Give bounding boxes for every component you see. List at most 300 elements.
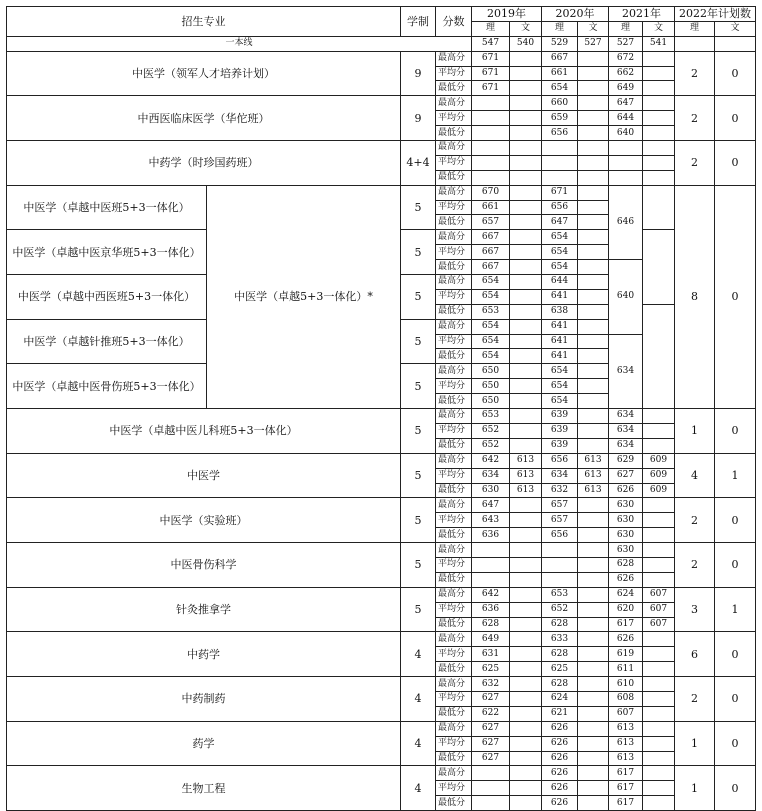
score-value	[578, 230, 609, 245]
score-value	[472, 572, 510, 587]
score-value: 630	[609, 513, 643, 528]
plan-lib: 1	[715, 587, 756, 632]
header-major: 招生专业	[7, 7, 401, 37]
score-value	[510, 409, 542, 424]
score-value	[510, 275, 542, 290]
score-value: 617	[609, 617, 643, 632]
major-duration: 5	[401, 453, 436, 498]
score-value: 644	[609, 111, 643, 126]
score-value: 657	[542, 513, 578, 528]
score-value	[578, 751, 609, 766]
score-value	[510, 364, 542, 379]
score-level: 最低分	[436, 617, 472, 632]
major-name: 中药学	[7, 632, 401, 677]
baseline-value: 541	[643, 36, 675, 51]
plan-lib: 0	[715, 721, 756, 766]
baseline-value: 540	[510, 36, 542, 51]
baseline-plan-empty	[675, 36, 715, 51]
major-duration: 9	[401, 96, 436, 141]
score-value: 654	[472, 319, 510, 334]
score-level: 最高分	[436, 141, 472, 156]
header-score: 分数	[436, 7, 472, 37]
score-level: 最低分	[436, 215, 472, 230]
score-value	[643, 528, 675, 543]
plan-sci: 2	[675, 677, 715, 722]
score-value: 639	[542, 409, 578, 424]
score-value	[510, 334, 542, 349]
table-row	[7, 677, 756, 692]
score-value: 636	[472, 602, 510, 617]
score-level: 最高分	[436, 498, 472, 513]
score-level: 最低分	[436, 751, 472, 766]
score-value	[510, 66, 542, 81]
table-row	[7, 632, 756, 647]
major-duration: 5	[401, 587, 436, 632]
score-value	[578, 662, 609, 677]
subheader-sci: 理	[609, 21, 643, 36]
score-value: 613	[510, 483, 542, 498]
score-value	[578, 364, 609, 379]
major-name: 中医学（卓越中医班5+3一体化）	[7, 185, 207, 230]
score-value: 627	[472, 751, 510, 766]
score-value	[643, 66, 675, 81]
score-value: 628	[542, 617, 578, 632]
table-row	[7, 587, 756, 602]
score-value	[510, 230, 542, 245]
score-value	[643, 438, 675, 453]
score-value: 653	[472, 409, 510, 424]
score-value: 630	[609, 528, 643, 543]
major-name: 中医学（实验班）	[7, 498, 401, 543]
score-value	[578, 647, 609, 662]
score-value: 649	[609, 81, 643, 96]
score-level: 最低分	[436, 394, 472, 409]
score-value	[643, 409, 675, 424]
score-value: 627	[609, 468, 643, 483]
major-name: 药学	[7, 721, 401, 766]
score-value	[472, 796, 510, 811]
score-value	[542, 170, 578, 185]
score-value	[510, 319, 542, 334]
score-value: 642	[472, 587, 510, 602]
score-value	[643, 96, 675, 111]
score-value: 632	[542, 483, 578, 498]
plan-sci: 2	[675, 96, 715, 141]
score-value: 653	[542, 587, 578, 602]
score-value	[643, 111, 675, 126]
score-level: 平均分	[436, 379, 472, 394]
major-name: 生物工程	[7, 766, 401, 811]
score-value: 626	[542, 751, 578, 766]
score-value: 642	[472, 453, 510, 468]
score-value	[510, 572, 542, 587]
score-value: 631	[472, 647, 510, 662]
score-level: 平均分	[436, 647, 472, 662]
score-value: 626	[542, 796, 578, 811]
score-level: 最低分	[436, 170, 472, 185]
major-duration: 5	[401, 275, 436, 320]
score-value	[578, 141, 609, 156]
score-value: 613	[510, 453, 542, 468]
score-value: 654	[542, 230, 578, 245]
score-value	[510, 706, 542, 721]
plan-lib: 0	[715, 498, 756, 543]
score-value: 609	[643, 483, 675, 498]
score-value	[510, 632, 542, 647]
table-row	[7, 141, 756, 156]
score-value: 639	[542, 438, 578, 453]
score-value: 654	[472, 349, 510, 364]
score-level: 最高分	[436, 721, 472, 736]
score-level: 最高分	[436, 51, 472, 66]
score-level: 最低分	[436, 81, 472, 96]
plan-sci: 1	[675, 766, 715, 811]
score-value	[578, 498, 609, 513]
major-name: 中医学（领军人才培养计划）	[7, 51, 401, 96]
score-value	[578, 81, 609, 96]
score-value	[510, 736, 542, 751]
score-value: 628	[542, 677, 578, 692]
score-value: 633	[542, 632, 578, 647]
score-value	[643, 572, 675, 587]
plan-sci: 2	[675, 543, 715, 588]
score-value	[510, 289, 542, 304]
score-value: 627	[472, 736, 510, 751]
score-value	[510, 617, 542, 632]
score-level: 最高分	[436, 185, 472, 200]
plan-lib: 0	[715, 141, 756, 186]
score-level: 最低分	[436, 438, 472, 453]
score-value: 634	[609, 438, 643, 453]
score-value	[472, 766, 510, 781]
score-value: 667	[542, 51, 578, 66]
major-name: 中药学（时珍国药班）	[7, 141, 401, 186]
score-value: 656	[542, 528, 578, 543]
score-level: 最高分	[436, 364, 472, 379]
score-value	[510, 587, 542, 602]
score-value: 656	[542, 200, 578, 215]
score-value	[578, 215, 609, 230]
score-value: 617	[609, 796, 643, 811]
score-level: 最低分	[436, 572, 472, 587]
score-value	[609, 170, 643, 185]
score-value	[609, 141, 643, 156]
score-level: 最高分	[436, 587, 472, 602]
score-value: 626	[542, 781, 578, 796]
score-value	[578, 96, 609, 111]
score-value	[510, 379, 542, 394]
score-value	[643, 170, 675, 185]
score-level: 最高分	[436, 632, 472, 647]
score-value	[578, 632, 609, 647]
score-value: 649	[472, 632, 510, 647]
score-level: 最低分	[436, 528, 472, 543]
score-level: 最低分	[436, 662, 472, 677]
score-level: 平均分	[436, 423, 472, 438]
subheader-lib: 文	[510, 21, 542, 36]
score-value	[472, 543, 510, 558]
score-value: 630	[609, 498, 643, 513]
baseline-value: 547	[472, 36, 510, 51]
merged-2021-sci: 634	[609, 334, 643, 408]
score-value: 661	[542, 66, 578, 81]
score-value	[578, 409, 609, 424]
major-name: 中医学	[7, 453, 401, 498]
score-value: 652	[542, 602, 578, 617]
plan-lib: 0	[715, 677, 756, 722]
score-value	[643, 796, 675, 811]
score-value	[643, 155, 675, 170]
table-row	[7, 453, 756, 468]
score-level: 平均分	[436, 691, 472, 706]
score-value: 639	[542, 423, 578, 438]
score-value	[578, 319, 609, 334]
score-value	[578, 677, 609, 692]
score-value	[510, 260, 542, 275]
score-value	[510, 126, 542, 141]
score-value	[578, 513, 609, 528]
score-value: 634	[609, 409, 643, 424]
score-value	[643, 632, 675, 647]
merged-2021-lib	[643, 230, 675, 304]
plan-sci: 3	[675, 587, 715, 632]
score-value: 607	[643, 617, 675, 632]
score-level: 平均分	[436, 245, 472, 260]
score-value: 611	[609, 662, 643, 677]
score-value	[510, 781, 542, 796]
score-value: 613	[609, 751, 643, 766]
score-value	[510, 796, 542, 811]
score-value	[542, 543, 578, 558]
score-value	[643, 557, 675, 572]
table-row	[7, 185, 756, 200]
score-value	[578, 557, 609, 572]
score-value	[510, 304, 542, 319]
plan-lib: 0	[715, 766, 756, 811]
score-value	[578, 721, 609, 736]
score-value: 613	[510, 468, 542, 483]
score-value	[510, 528, 542, 543]
score-value: 656	[542, 126, 578, 141]
baseline-label: 一本线	[7, 36, 472, 51]
score-value: 650	[472, 379, 510, 394]
score-value	[510, 423, 542, 438]
score-value	[510, 185, 542, 200]
major-name: 中医学（卓越中医儿科班5+3一体化）	[7, 409, 401, 454]
major-name: 中西医临床医学（华佗班）	[7, 96, 401, 141]
score-value: 654	[542, 379, 578, 394]
major-duration: 4	[401, 677, 436, 722]
score-value: 644	[542, 275, 578, 290]
score-value: 624	[609, 587, 643, 602]
merged-plan-sci: 8	[675, 185, 715, 408]
score-value	[643, 691, 675, 706]
score-value: 626	[542, 721, 578, 736]
score-value: 626	[609, 572, 643, 587]
score-value: 647	[472, 498, 510, 513]
score-value	[578, 155, 609, 170]
score-level: 最低分	[436, 483, 472, 498]
score-value: 667	[472, 245, 510, 260]
score-value: 641	[542, 349, 578, 364]
score-value	[510, 751, 542, 766]
major-duration: 5	[401, 364, 436, 409]
score-value	[472, 781, 510, 796]
score-level: 最低分	[436, 349, 472, 364]
plan-sci: 2	[675, 498, 715, 543]
score-value	[510, 215, 542, 230]
score-value	[643, 781, 675, 796]
plan-lib: 0	[715, 632, 756, 677]
score-value	[542, 557, 578, 572]
plan-sci: 1	[675, 721, 715, 766]
score-value: 632	[472, 677, 510, 692]
score-value: 619	[609, 647, 643, 662]
score-value: 613	[578, 483, 609, 498]
score-value: 608	[609, 691, 643, 706]
major-duration: 5	[401, 543, 436, 588]
score-value: 628	[609, 557, 643, 572]
score-value: 627	[472, 721, 510, 736]
score-value	[510, 200, 542, 215]
merged-plan-lib: 0	[715, 185, 756, 408]
score-value	[542, 155, 578, 170]
score-value: 626	[609, 483, 643, 498]
score-value: 643	[472, 513, 510, 528]
score-value	[578, 349, 609, 364]
score-value	[472, 126, 510, 141]
score-level: 最低分	[436, 706, 472, 721]
score-value	[510, 721, 542, 736]
score-value: 647	[542, 215, 578, 230]
score-value	[578, 289, 609, 304]
plan-sci: 2	[675, 51, 715, 96]
plan-lib: 0	[715, 96, 756, 141]
score-value: 647	[609, 96, 643, 111]
score-value	[510, 81, 542, 96]
score-value	[510, 394, 542, 409]
score-value	[472, 155, 510, 170]
score-value: 617	[609, 781, 643, 796]
score-value: 652	[472, 438, 510, 453]
score-level: 最高分	[436, 230, 472, 245]
score-value	[643, 513, 675, 528]
score-value: 617	[609, 766, 643, 781]
subheader-sci: 理	[542, 21, 578, 36]
score-value	[578, 766, 609, 781]
score-level: 平均分	[436, 155, 472, 170]
score-level: 平均分	[436, 736, 472, 751]
score-value	[510, 647, 542, 662]
score-level: 最高分	[436, 96, 472, 111]
score-value	[578, 66, 609, 81]
score-value: 654	[472, 275, 510, 290]
score-value: 609	[643, 453, 675, 468]
score-value: 624	[542, 691, 578, 706]
score-value: 607	[643, 587, 675, 602]
score-value: 626	[609, 632, 643, 647]
score-value	[643, 662, 675, 677]
score-value: 609	[643, 468, 675, 483]
merged-major-name: 中医学（卓越5+3一体化）*	[207, 185, 401, 408]
score-value	[542, 141, 578, 156]
score-value: 607	[609, 706, 643, 721]
score-value: 634	[609, 423, 643, 438]
score-value	[578, 126, 609, 141]
score-value: 654	[472, 289, 510, 304]
score-value: 652	[472, 423, 510, 438]
score-value	[510, 170, 542, 185]
score-value: 659	[542, 111, 578, 126]
score-value: 613	[578, 468, 609, 483]
score-value: 626	[542, 736, 578, 751]
score-value	[510, 662, 542, 677]
plan-sci: 1	[675, 409, 715, 454]
score-value	[578, 706, 609, 721]
score-value	[578, 438, 609, 453]
score-value: 667	[472, 230, 510, 245]
score-value	[578, 423, 609, 438]
score-value	[643, 423, 675, 438]
table-row	[7, 543, 756, 558]
score-value: 657	[472, 215, 510, 230]
score-value: 660	[542, 96, 578, 111]
score-value: 670	[472, 185, 510, 200]
score-value	[643, 647, 675, 662]
score-value: 656	[542, 453, 578, 468]
score-value	[578, 543, 609, 558]
subheader-lib: 文	[578, 21, 609, 36]
score-value: 629	[609, 453, 643, 468]
score-value: 626	[542, 766, 578, 781]
score-value	[542, 572, 578, 587]
score-value	[472, 170, 510, 185]
score-value: 613	[609, 721, 643, 736]
score-level: 平均分	[436, 557, 472, 572]
score-value	[472, 557, 510, 572]
score-level: 最低分	[436, 304, 472, 319]
score-value	[609, 155, 643, 170]
score-value	[510, 677, 542, 692]
score-level: 平均分	[436, 513, 472, 528]
major-duration: 4	[401, 766, 436, 811]
score-value	[578, 260, 609, 275]
table-row	[7, 498, 756, 513]
baseline-value: 527	[578, 36, 609, 51]
score-value	[578, 587, 609, 602]
score-value: 654	[542, 81, 578, 96]
major-duration: 4	[401, 721, 436, 766]
score-value: 634	[542, 468, 578, 483]
score-value	[643, 706, 675, 721]
score-value: 654	[472, 334, 510, 349]
table-row	[7, 766, 756, 781]
header-plan-2022: 2022年计划数	[675, 7, 756, 22]
score-value	[578, 617, 609, 632]
major-duration: 5	[401, 230, 436, 275]
header-year-2020: 2020年	[542, 7, 609, 22]
score-value	[578, 691, 609, 706]
major-duration: 4+4	[401, 141, 436, 186]
score-value: 641	[542, 319, 578, 334]
score-value	[510, 543, 542, 558]
major-name: 中医学（卓越中西医班5+3一体化）	[7, 275, 207, 320]
score-value: 620	[609, 602, 643, 617]
plan-lib: 0	[715, 543, 756, 588]
score-value: 641	[542, 334, 578, 349]
major-duration: 9	[401, 51, 436, 96]
score-value: 630	[609, 543, 643, 558]
